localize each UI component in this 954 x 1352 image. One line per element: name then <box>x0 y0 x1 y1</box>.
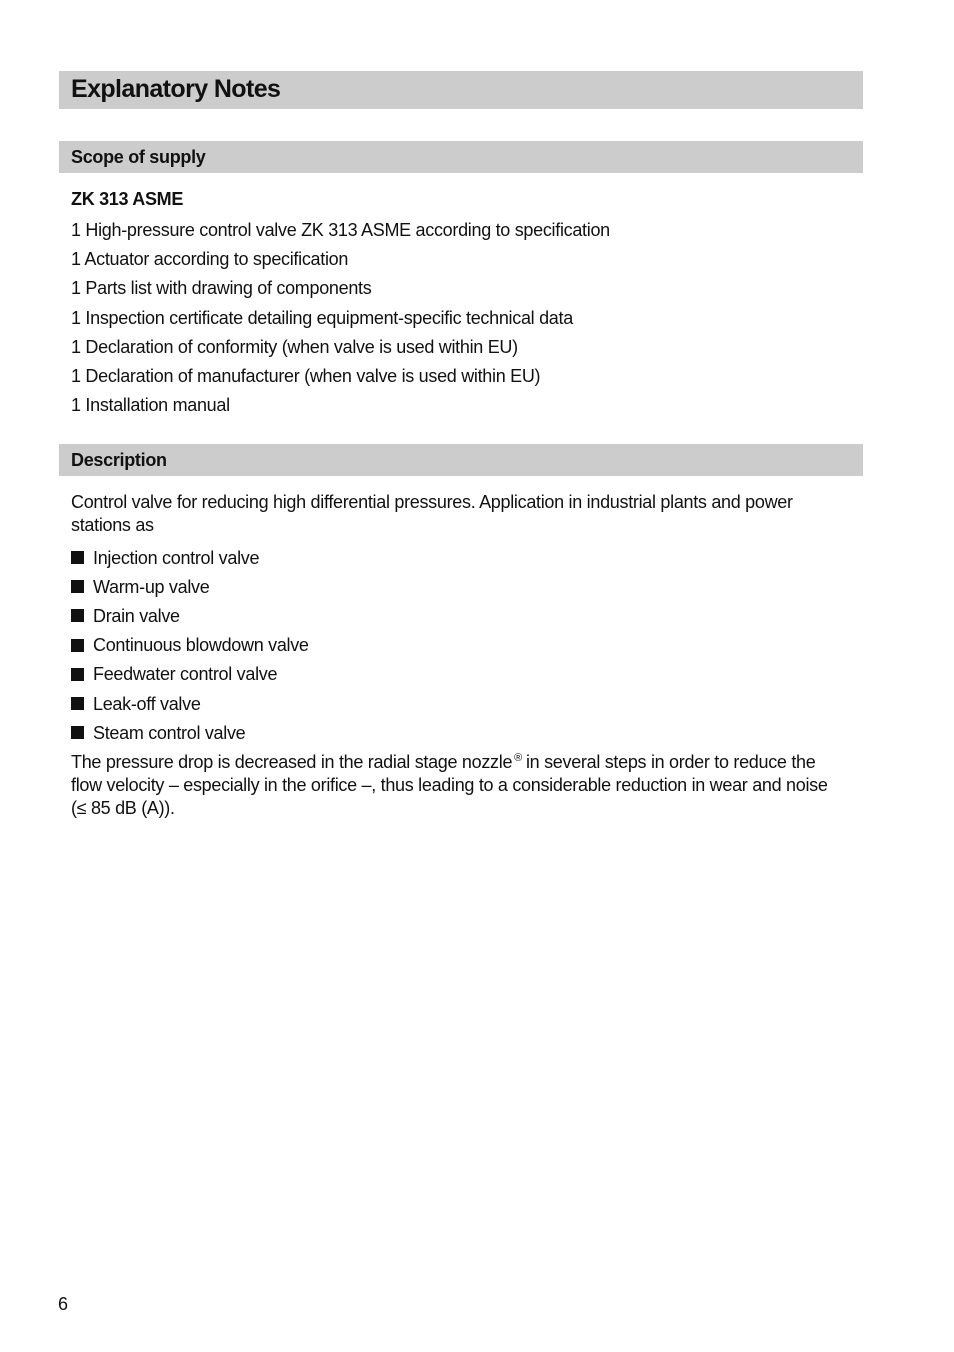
page-title-bar <box>59 71 863 109</box>
square-bullet-icon <box>71 726 84 739</box>
square-bullet-icon <box>71 551 84 564</box>
description-outro-part1: The pressure drop is decreased in the radial stage nozzle <box>71 752 513 772</box>
application-label: Feedwater control valve <box>93 664 278 685</box>
page-title: Explanatory Notes <box>71 75 281 103</box>
application-label: Leak-off valve <box>93 693 201 714</box>
scope-section-header <box>59 141 863 173</box>
product-name: ZK 313 ASME <box>71 189 184 209</box>
scope-item: 1 High-pressure control valve ZK 313 ASME according to specification <box>71 220 610 240</box>
scope-list <box>71 218 610 422</box>
description-section-header <box>59 444 863 476</box>
application-label: Warm-up valve <box>93 576 210 597</box>
scope-section-title: Scope of supply <box>71 147 206 167</box>
scope-item: 1 Parts list with drawing of components <box>71 278 372 299</box>
scope-item: 1 Installation manual <box>71 395 230 416</box>
application-item <box>71 631 309 660</box>
square-bullet-icon <box>71 580 84 593</box>
application-item <box>71 718 309 747</box>
scope-item: 1 Declaration of manufacturer (when valve is used within EU) <box>71 365 541 386</box>
applications-list <box>71 543 309 747</box>
scope-item: 1 Actuator according to specification <box>71 249 349 270</box>
description-outro-part2: in several steps in order to reduce the flow velocity – especially in the orifice –, thus leading to a considerable reduction in wear and noise (≤ 85 dB (A)). <box>71 752 828 818</box>
scope-item: 1 Inspection certificate detailing equipment-specific technical data <box>71 307 573 328</box>
application-item <box>71 543 309 572</box>
application-item <box>71 660 309 689</box>
description-intro: Control valve for reducing high differential pressures. Application in industrial plants and power stations as <box>71 492 793 535</box>
page-number: 6 <box>58 1294 69 1314</box>
scope-item: 1 Declaration of conformity (when valve is used within EU) <box>71 336 518 357</box>
square-bullet-icon <box>71 639 84 652</box>
application-label: Continuous blowdown valve <box>93 635 309 656</box>
application-item <box>71 572 309 601</box>
application-label: Injection control valve <box>93 547 260 568</box>
description-section-title: Description <box>71 450 167 470</box>
square-bullet-icon <box>71 668 84 681</box>
square-bullet-icon <box>71 697 84 710</box>
registered-mark: ® <box>514 752 522 764</box>
application-label: Steam control valve <box>93 722 246 743</box>
square-bullet-icon <box>71 609 84 622</box>
application-label: Drain valve <box>93 605 180 626</box>
description-outro <box>71 747 836 820</box>
application-item <box>71 689 309 718</box>
application-item <box>71 601 309 630</box>
